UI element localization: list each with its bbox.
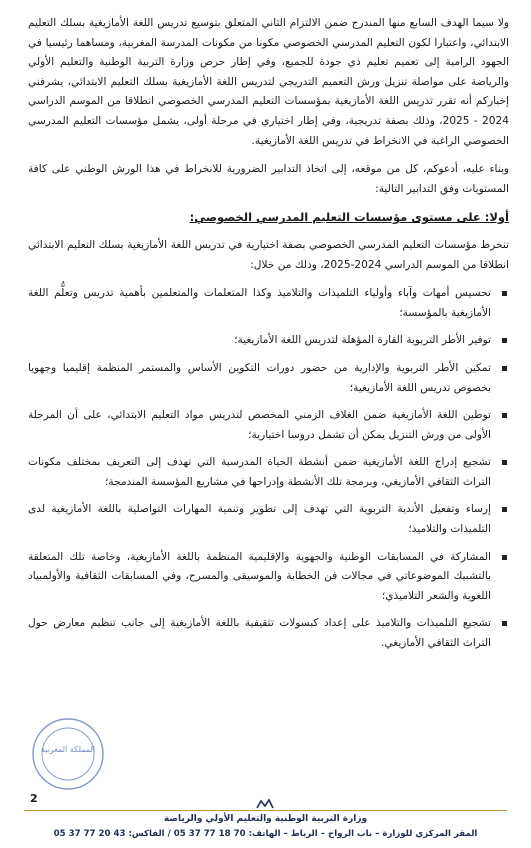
- square-bullet-icon: [502, 413, 507, 418]
- intro-paragraph: ولا سيما الهدف السابع منها المندرج ضمن الالتزام الثاني المتعلق بتوسيع تدريس اللغة الأمازيغية بسلك التعليم الابتدائي، واعتبارا لكون التعليم المدرسي الخصوصي مكونا من مكونات المدرسة المغربية، ومساهما رئيسيا في الجهود الرامية إلى تعميم تعليم ذي جودة للجميع، وفي إطار حرص وزارة التربية الوطنية والتعليم الأولي والرياضة على مواصلة تنزيل ورش التعميم التدريجي لتدريس اللغة الأمازيغية بسلك التعليم الابتدائي، يشرفني إخباركم أنه تقرر تدريس اللغة الأمازيغية بمؤسسات التعليم المدرسي الخصوصي انطلاقا من الموسم الدراسي 2024 - 2025، وذلك بصفة تدريجية، وفي إطار اختياري في مرحلة أولى، يشمل مؤسسات التعليم المدرسي الخصوصي الراغبة في الانخراط في تدريس اللغة الأمازيغية.: [28, 17, 509, 147]
- list-item-text: توطين اللغة الأمازيغية ضمن الغلاف الزمني المخصص لتدريس مواد التعليم الابتدائي، على أن المرحلة الأولى من ورش التنزيل يمكن أن تشمل دروسا اختيارية؛: [28, 409, 491, 441]
- stamp-text: المملكة المغربية: [40, 745, 96, 754]
- square-bullet-icon: [502, 621, 507, 626]
- square-bullet-icon: [502, 555, 507, 560]
- list-item: [28, 453, 509, 492]
- list-item: [28, 614, 509, 653]
- list-item-text: المشاركة في المسابقات الوطنية والجهوية والإقليمية المنظمة باللغة الأمازيغية، وخاصة تلك المتعلقة بالتشبيك الموضوعاتي في مجالات فن الخطابة والموسيقى والمسرح، وفي المسابقات الثقافية والأولمبياد اللغوية والشعر التلاميذي؛: [28, 550, 491, 602]
- list-item: [28, 500, 509, 539]
- ministry-logo-icon: [255, 798, 275, 810]
- section-heading: أولا: على مستوى مؤسسات التعليم المدرسي الخصوصي:: [189, 210, 509, 225]
- footer-divider: [24, 810, 507, 811]
- square-bullet-icon: [502, 338, 507, 343]
- measures-list: [28, 284, 509, 654]
- list-item-text: تمكين الأطر التربوية والإدارية من حضور دورات التكوين الأساس والمستمر المنظمة إقليميا وجهويا بخصوص تدريس اللغة الأمازيغية؛: [28, 361, 491, 394]
- square-bullet-icon: [502, 460, 507, 465]
- document-body: [28, 14, 509, 662]
- ministry-address: المقر المركزي للوزارة – باب الرواح – الرباط – الهاتف: 70 18 77 37 05 / الفاكس: 43 20 77 37 05: [53, 829, 478, 839]
- list-item-text: تشجيع إدراج اللغة الأمازيغية ضمن أنشطة الحياة المدرسية التي تهدف إلى التعريف بمختلف مكونات التراث الثقافي الأمازيغي، وبرمجة تلك الأنشطة وإدراجها في مشاريع المؤسسة المندمجة؛: [28, 456, 491, 488]
- list-item: [28, 548, 509, 607]
- list-item: [28, 331, 509, 351]
- ministry-name: وزارة التربية الوطنية والتعليم الأولي والرياضة: [163, 814, 368, 824]
- list-item-text: تشجيع التلميذات والتلاميذ على إعداد كبسولات تثقيفية باللغة الأمازيغية إلى جانب تنظيم معارض حول التراث الثقافي الأمازيغي.: [28, 617, 491, 650]
- list-item-text: توفير الأطر التربوية القارة المؤهلة لتدريس اللغة الأمازيغية؛: [234, 334, 491, 347]
- list-item-text: إرساء وتفعيل الأندية التربوية التي تهدف إلى تطوير وتنمية المهارات التواصلية باللغة الأمازيغية لدى التلميذات والتلاميذ؛: [28, 503, 491, 536]
- page-number: 2: [30, 792, 38, 805]
- list-item: [28, 284, 509, 323]
- official-stamp-icon: [30, 716, 106, 792]
- list-item: [28, 359, 509, 398]
- page-footer: [0, 794, 531, 848]
- list-item-text: تحسيس أمهات وآباء وأولياء التلميذات والتلاميذ وكذا المتعلمات والمتعلمين بأهمية تدريس وتعلُّم اللغة الأمازيغية بالمؤسسة؛: [28, 287, 491, 319]
- section-intro-paragraph: تنخرط مؤسسات التعليم المدرسي الخصوصي بصفة اختيارية في تدريس اللغة الأمازيغية بسلك التعليم الابتدائي انطلاقا من الموسم الدراسي 2024-2025، وذلك من خلال:: [28, 238, 509, 271]
- square-bullet-icon: [502, 291, 507, 296]
- call-to-action-paragraph: وبناء عليه، أدعوكم، كل من موقعه، إلى اتخاذ التدابير الضرورية للانخراط في هذا الورش الوطني على كافة المستويات وفق التدابير التالية:: [28, 163, 509, 195]
- square-bullet-icon: [502, 507, 507, 512]
- list-item: [28, 406, 509, 445]
- square-bullet-icon: [502, 366, 507, 371]
